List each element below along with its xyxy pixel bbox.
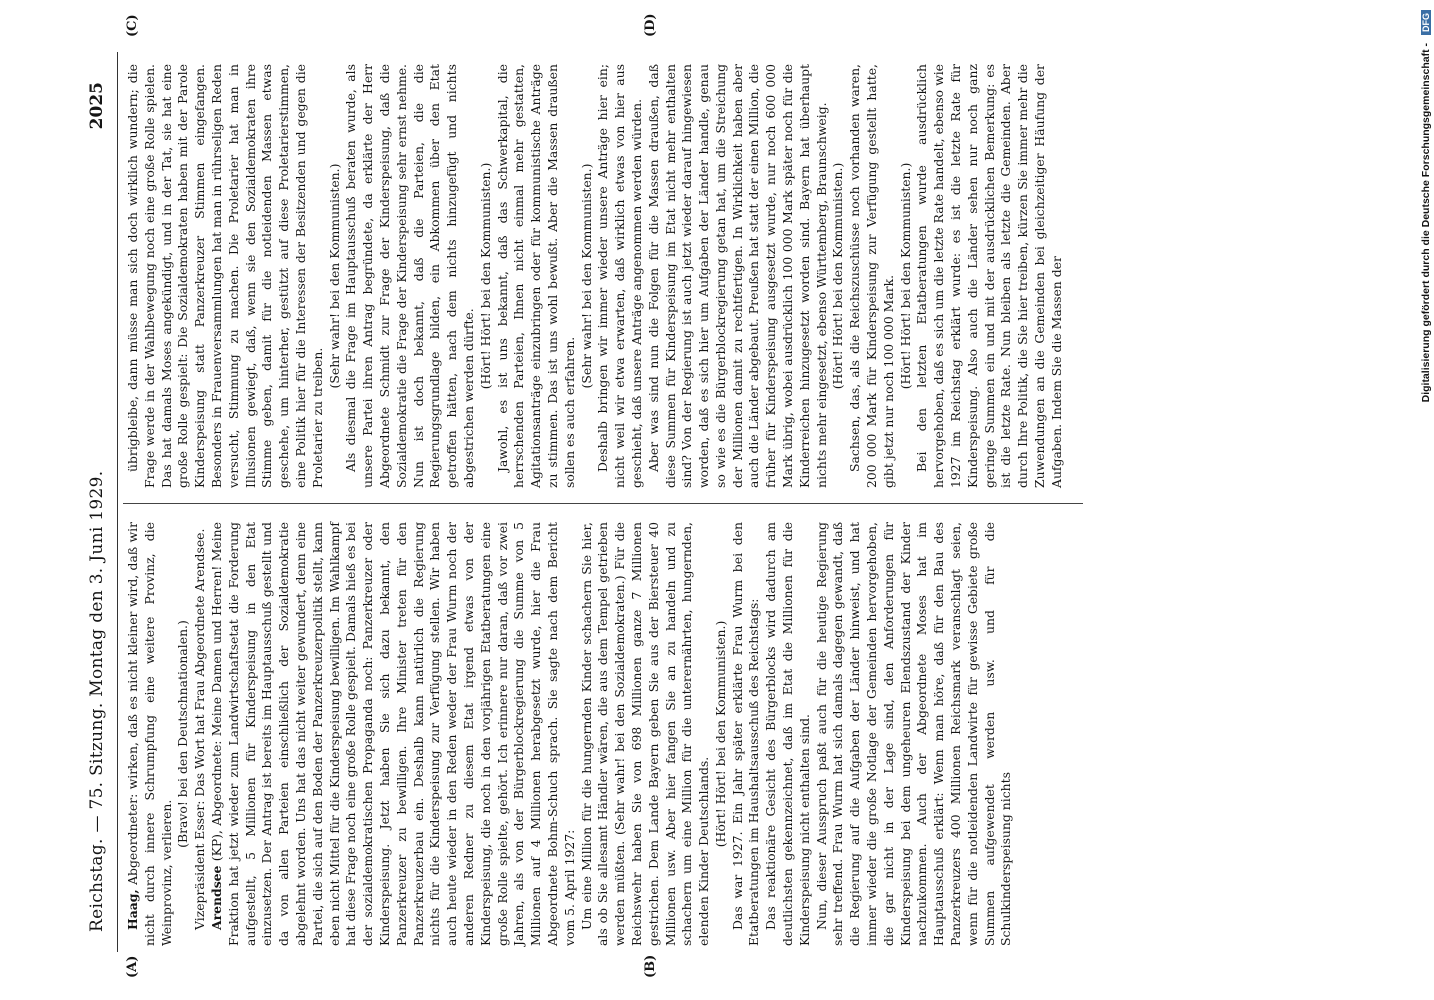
paragraph: [579, 522, 713, 946]
paragraph: [713, 522, 730, 946]
paragraph-text: (Bravo! bei den Deutschnationalen.): [175, 620, 191, 848]
paragraph: [914, 64, 1065, 488]
paragraph-text: Das war 1927. Ein Jahr später erklärte Frau Wurm bei den Etatberatungen im Haushaltsausschuß des Reichstags:: [729, 522, 762, 946]
paragraph-text: (Sehr wahr! bei den Kommunisten.): [578, 163, 594, 389]
paragraph: [579, 64, 596, 488]
dfg-sidebar: [1417, 10, 1434, 990]
paragraph: [646, 64, 831, 488]
dfg-funding-note: Digitalisierung gefördert durch die Deutsche Forschungsgemeinschaft -: [1420, 43, 1432, 403]
paragraph: [192, 522, 209, 946]
header-rule: [117, 52, 118, 952]
paragraph: [495, 64, 579, 488]
speaker-name: Arendsee: [208, 865, 224, 930]
rotated-document-sheet: [83, 13, 1093, 978]
paragraph: [730, 522, 764, 946]
margin-marker-b: (B): [643, 954, 658, 978]
paragraph-text: (Hört! Hört! bei den Kommunisten.): [477, 162, 493, 390]
paragraph: [830, 64, 847, 488]
paragraph: [763, 522, 813, 946]
paragraph-text: (Hört! Hört! bei den Kommunisten.): [712, 620, 728, 848]
speaker-name: Haag,: [125, 889, 140, 930]
paragraph: [327, 64, 344, 488]
paragraph-text: (Hört! Hört! bei den Kommunisten.): [830, 162, 846, 390]
paragraph-text: Jawohl, es ist uns bekannt, daß das Schwerkapital, die herrschenden Parteien, Ihnen nicht einmal mehr gestatten, Agitationsanträge einzubringen oder für kommunistische Anträge zu stimmen. Das ist uns wohl bewußt. Aber die Massen draußen sollen es auch erfahren.: [494, 64, 577, 488]
paragraph-text: (Sehr wahr! bei den Kommunisten.): [326, 163, 342, 389]
paragraph-text: Um eine Million für die hungernden Kinder schachern Sie hier, als ob Sie allesamt Händler wären, die aus dem Tempel getrieben werden müßten. (Sehr wahr! bei den Sozialdemokraten.) Für die Reichswehr haben Sie von 698 Millionen ganze 7 Millionen gestrichen. Dem Lande Bayern geben Sie aus der Biersteuer 40 Millionen usw. Aber hier fangen Sie an zu handeln und zu schachern um eine Million für die unterernährten, hungernden, elenden Kinder Deutschlands.: [578, 522, 712, 946]
margin-marker-d: (D): [643, 13, 658, 37]
paragraph: [898, 64, 915, 488]
page-header: [83, 52, 115, 952]
column-divider: [123, 503, 1083, 504]
paragraph-text: übrigbleibe, dann müsse man sich doch wirklich wundern; die Frage werde in der Wahlbewegung noch eine große Rolle spielen. Das hat damals Moses angekündigt, und in der Tat, sie hat eine große Rolle gespielt: Die Sozialdemokraten haben mit der Parole Kinderspeisung statt Panzerkreuzer Stimmen eingefangen. Besonders in Frauenversammlungen hat man in rührseligen Reden versucht, Stimmung zu machen. Die Proletarier hat man in Illusionen gewiegt, daß, wenn sie den Sozialdemokraten ihre Stimme geben, damit für die notleidenden Massen etwas geschehe, um hinterher, gestützt auf diese Proletarierstimmen, eine Politik hier für die Interessen der Besitzenden und gegen die Proletarier zu treiben.: [125, 64, 325, 488]
paragraph-text: Sachsen, das, als die Reichszuschüsse noch vorhanden waren, 200 000 Mark für Kinderspeisung zur Verfügung gestellt hatte, gibt jetzt nur noch 100 000 Mark.: [847, 64, 896, 488]
paragraph: [847, 64, 897, 488]
paragraph-text: Deshalb bringen wir immer wieder unsere Anträge hier ein; nicht weil wir etwa erwarten, daß wirklich etwas von hier aus geschieht, daß unsere Anträge angenommen werden würden.: [595, 64, 644, 488]
paragraph-text: Vizepräsident Esser: Das Wort hat Frau Abgeordnete Arendsee.: [192, 528, 208, 930]
right-column: [125, 64, 1066, 488]
paragraph-text: Bei den letzten Etatberatungen wurde ausdrücklich hervorgehoben, daß es sich um die letzte Rate handelt, ebenso wie 1927 im Reichstag erklärt wurde: es ist die letzte Rate für Kinderspeisung. Also auch die Länder sehen nur noch ganz geringe Summen ein und mit der ausdrücklichen Bemerkung: es ist die letzte Rate. Nun bleiben als letzte die Gemeinden. Aber durch Ihre Politik, die Sie hier treiben, kürzen Sie immer mehr die Zuwendungen an die Gemeinden bei gleichzeitiger Häufung der Aufgaben. Indem Sie die Massen der: [914, 64, 1064, 488]
paragraph: [175, 522, 192, 946]
paragraph-text: Aber was sind nun die Folgen für die Massen draußen, daß diese Summen für Kinderspeisung im Etat nicht mehr enthalten sind? Von der Regierung ist auch jetzt wieder darauf hingewiesen worden, daß es sich hier um Aufgaben der Länder handle, genau so wie es die Bürgerblockregierung getan hat, um die Streichung der Millionen damit zu rechtfertigen. In Wirklichkeit haben aber auch die Länder abgebaut. Preußen hat statt der einen Million, die früher für Kinderspeisung ausgesetzt wurde, nur noch 600 000 Mark übrig, wobei ausdrücklich 100 000 Mark später noch für die Kinderreichen hinzugesetzt worden sind. Bayern hat überhaupt nichts mehr eingesetzt, ebenso Württemberg, Braunschweig.: [645, 64, 829, 488]
paragraph-text: Als diesmal die Frage im Hauptausschuß beraten wurde, als unsere Partei ihren Antrag begründete, da erklärte der Herr Abgeordnete Schmidt zur Frage der Kinderspeisung, daß die Sozialdemokratie die Frage der Kinderspeisung sehr ernst nehme. Nun ist doch bekannt, daß die Parteien, die die Regierungsgrundlage bilden, ein Abkommen über den Etat getroffen hätten, nach dem nichts hinzugefügt und nichts abgestrichen werden dürfte.: [343, 64, 476, 488]
paragraph-text: (KP), Abgeordnete: Meine Damen und Herren! Meine Fraktion hat jetzt wieder zum Landwirtschaftsetat die Forderung aufgestellt, 5 Millionen für Kinderspeisung in den Etat einzusetzen. Der Antrag ist bereits im Hauptausschuß gestellt und da von allen Parteien einschließlich der Sozialdemokratie abgelehnt worden. Uns hat das nicht weiter gewundert, denn eine Partei, die sich auf den Boden der Panzerkreuzerpolitik stellt, kann eben nicht Mittel für die Kinderspeisung bewilligen. Im Wahlkampf hat diese Frage noch eine große Rolle gespielt. Damals hieß es bei der sozialdemokratischen Propaganda noch: Panzerkreuzer oder Kinderspeisung. Jetzt haben Sie sich dazu bekannt, den Panzerkreuzer zu bewilligen. Ihre Minister treten für den Panzerkreuzerbau ein. Deshalb kann natürlich die Regierung nichts für die Kinderspeisung zur Verfügung stellen. Wir haben auch heute wieder in den Reden weder der Frau Wurm noch der anderen Redner zu diesem Etat irgend etwas von der Kinderspeisung, die noch in den vorjährigen Etatberatungen eine große Rolle spielte, gehört. Ich erinnere nur daran, daß vor zwei Jahren, als von der Bürgerblockregierung die Summe von 5 Millionen auf 4 Millionen herabgesetzt wurde, hier die Frau Abgeordnete Bohm-Schuch sprach. Sie sagte nach dem Bericht vom 5. April 1927:: [208, 522, 577, 946]
paragraph: [595, 64, 645, 488]
paragraph-text: Das reaktionäre Gesicht des Bürgerblocks wird dadurch am deutlichsten gekennzeichnet, daß im Etat die Millionen für die Kinderspeisung nicht enthalten sind.: [763, 522, 812, 946]
dfg-logo: DFG: [1421, 10, 1431, 35]
paragraph-text: Nun, dieser Ausspruch paßt auch für die heutige Regierung sehr treffend. Frau Wurm hat sich damals dagegen gewandt, daß die Regierung auf die Aufgaben der Länder hinweist, und hat immer wieder die große Notlage der Gemeinden hervorgehoben, die gar nicht in der Lage sind, den Anforderungen für Kinderspeisung bei dem ungeheuren Elendszustand der Kinder nachzukommen. Auch der Abgeordnete Moses hat im Hauptausschuß erklärt: Wenn man höre, daß für den Bau des Panzerkreuzers 400 Millionen Reichsmark veranschlagt seien, wenn für die notleidenden Landwirte für gewisse Gebiete große Summen aufgewendet werden usw. und für die Schulkinderspeisung nichts: [813, 522, 1014, 946]
margin-marker-a: (A): [125, 955, 140, 978]
left-column: [125, 522, 1015, 946]
paragraph: [125, 522, 175, 946]
paragraph: [209, 522, 579, 946]
page-number: 2025: [87, 82, 107, 130]
paragraph-text: Abgeordneter: wirken, daß es nicht kleiner wird, daß wir nicht durch innere Schrumpfung eine weitere Provinz, die Weinprovinz, verlieren.: [125, 522, 174, 946]
paragraph-text: (Hört! Hört! bei den Kommunisten.): [897, 162, 913, 390]
paragraph: [814, 522, 1016, 946]
paragraph: [125, 64, 327, 488]
margin-marker-c: (C): [125, 14, 140, 37]
paragraph: [478, 64, 495, 488]
paragraph: [343, 64, 477, 488]
header-title: Reichstag. — 75. Sitzung. Montag den 3. Juni 1929.: [87, 470, 107, 932]
